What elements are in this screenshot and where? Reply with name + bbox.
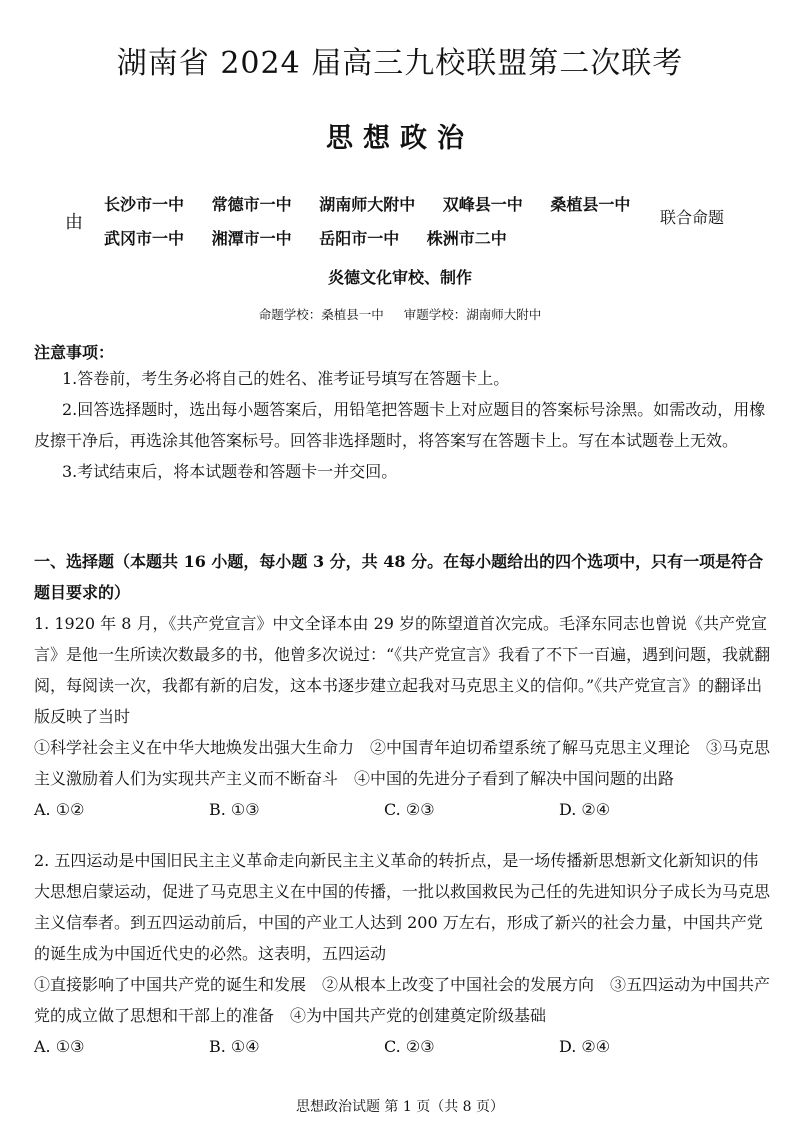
option-a: A. ①③	[34, 1037, 85, 1056]
question-statements: ①直接影响了中国共产党的诞生和发展 ②从根本上改变了中国社会的发展方向 ③五四运动为中国共产党的成立做了思想和干部上的准备 ④为中国共产党的创建奠定阶级基础	[34, 975, 771, 1025]
notes-list	[34, 363, 774, 487]
school-name: 湖南师大附中	[319, 195, 416, 214]
producer-line: 炎德文化审校、制作	[327, 268, 472, 287]
question-2	[34, 845, 774, 1062]
section-heading: 一、选择题（本题共 16 小题，每小题 3 分，共 48 分。在每小题给出的四个选项中，只有一项是符合题目要求的）	[34, 552, 764, 602]
option-c: C. ②③	[384, 800, 435, 819]
school-name: 株洲市二中	[426, 229, 507, 248]
question-statements: ①科学社会主义在中华大地焕发出强大生命力 ②中国青年迫切希望系统了解马克思主义理论 ③马克思主义激励着人们为实现共产主义而不断奋斗 ④中国的先进分子看到了解决中国问题的出路	[34, 738, 771, 788]
notes-heading: 注意事项：	[34, 343, 115, 362]
school-name: 双峰县一中	[442, 195, 523, 214]
credits-line	[0, 305, 800, 323]
option-b: B. ①④	[209, 1037, 260, 1056]
question-stem: 1. 1920 年 8 月，《共产党宣言》中文全译本由 29 岁的陈望道首次完成。毛泽东同志也曾说《共产党宣言》是他一生所读次数最多的书，他曾多次说过：“《共产党宣言》我看了不下一百遍，遇到问题，我就翻阅，每阅读一次，我都有新的启发，这本书逐步建立起我对马克思主义的信仰。”《共产党宣言》的翻译出版反映了当时	[34, 614, 771, 726]
note-item: 3.考试结束后，将本试题卷和答题卡一并交回。	[62, 462, 398, 481]
school-name: 岳阳市一中	[319, 229, 400, 248]
option-b: B. ①③	[209, 800, 260, 819]
school-name: 武冈市一中	[104, 229, 185, 248]
school-name: 湘潭市一中	[211, 229, 292, 248]
schools-row-2	[104, 226, 529, 249]
option-c: C. ②③	[384, 1037, 435, 1056]
school-name: 长沙市一中	[104, 195, 185, 214]
by-label: 由	[65, 212, 83, 233]
option-a: A. ①②	[34, 800, 85, 819]
credit-compose: 命题学校：桑植县一中	[258, 307, 384, 322]
subject-title: 思想政治	[326, 123, 474, 154]
school-name: 常德市一中	[211, 195, 292, 214]
answer-options	[34, 794, 774, 825]
answer-options	[34, 1031, 774, 1062]
question-1	[34, 608, 774, 825]
page-footer: 思想政治试题 第 1 页（共 8 页）	[295, 1099, 505, 1115]
note-item: 2.回答选择题时，选出每小题答案后，用铅笔把答题卡上对应题目的答案标号涂黑。如需改动，用橡皮擦干净后，再选涂其他答案标号。回答非选择题时，将答案写在答题卡上。写在本试题卷上无效。	[34, 400, 766, 450]
school-name: 桑植县一中	[550, 195, 631, 214]
credit-review: 审题学校：湖南师大附中	[403, 307, 542, 322]
exam-title: 湖南省 2024 届高三九校联盟第二次联考	[116, 46, 684, 81]
joint-label: 联合命题	[660, 208, 725, 227]
schools-row-1	[104, 192, 652, 215]
option-d: D. ②④	[559, 1037, 611, 1056]
question-stem: 2. 五四运动是中国旧民主主义革命走向新民主主义革命的转折点，是一场传播新思想新文化新知识的伟大思想启蒙运动，促进了马克思主义在中国的传播，一批以救国救民为己任的先进知识分子成长为马克思主义信奉者。到五四运动前后，中国的产业工人达到 200 万左右，形成了新兴的社会力量，中国共产党的诞生成为中国近代史的必然。这表明，五四运动	[34, 851, 771, 963]
note-item: 1.答卷前，考生务必将自己的姓名、准考证号填写在答题卡上。	[62, 369, 510, 388]
option-d: D. ②④	[559, 800, 611, 819]
